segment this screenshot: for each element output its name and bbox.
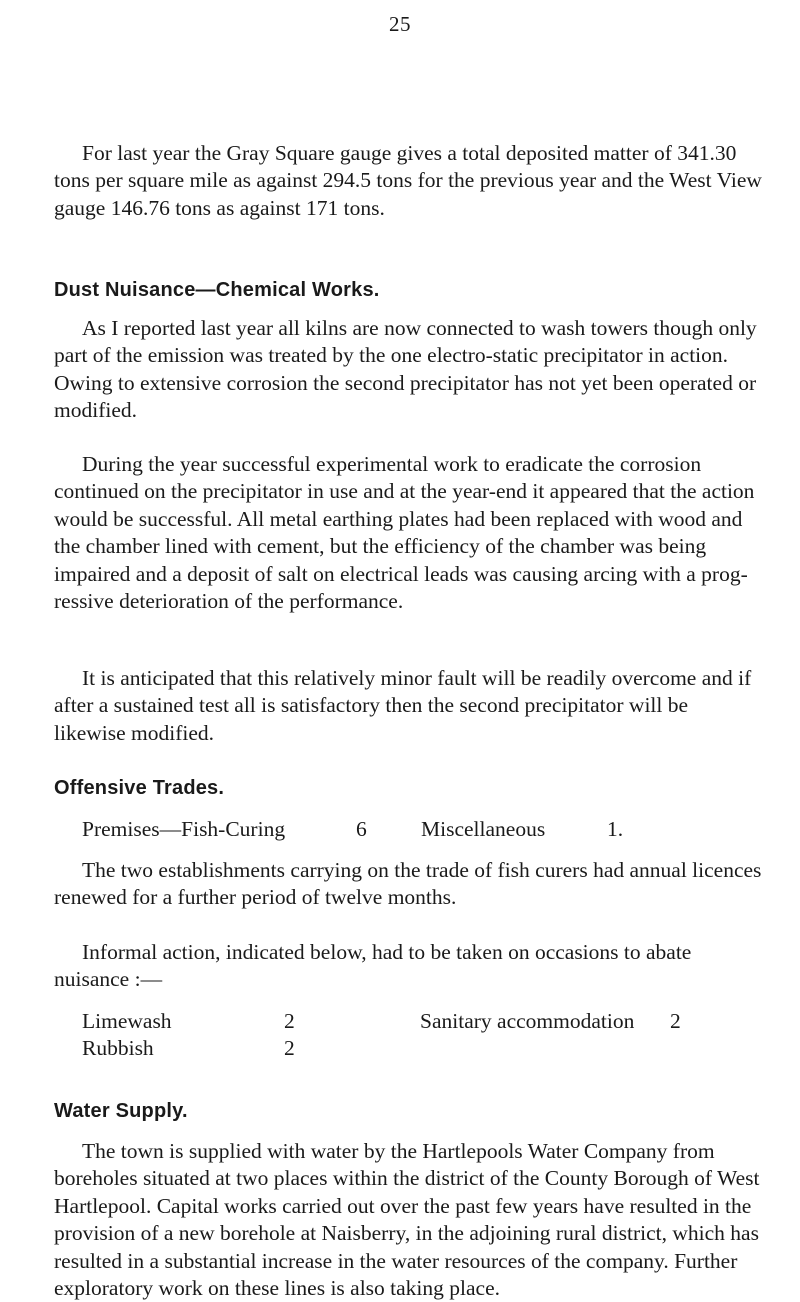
action-sanitary-label: Sanitary accommodation (420, 1009, 635, 1033)
action-sanitary-count: 2 (670, 1009, 681, 1033)
offensive-paragraph-2-block (54, 939, 762, 994)
dust-paragraph-3: It is anticipated that this relatively minor fault will be readily overcome and if after a sustained test all is satisfactory then the second precipitator will be likewise modified. (54, 666, 752, 745)
water-paragraph-block (54, 1138, 762, 1302)
offensive-paragraph-1: The two establishments carrying on the trade of fish curers had annual licences renewed for a further period of twelve months. (54, 858, 762, 910)
section-heading-dust-nuisance: Dust Nuisance—Chemical Works. (54, 279, 380, 301)
premises-fish-curing-label: Premises—Fish-Curing (82, 817, 286, 841)
action-rubbish-count: 2 (284, 1036, 295, 1060)
dust-paragraph-3-block (54, 665, 762, 747)
gauge-paragraph: For last year the Gray Square gauge gives a total deposited matter of 341.30 tons per square mile as against 294.5 tons for the previous year and the West View gauge 146.76 tons as against 171 tons. (54, 141, 762, 220)
action-rubbish-label: Rubbish (82, 1036, 154, 1060)
offensive-heading-block (54, 775, 762, 802)
premises-miscellaneous-count: 1. (607, 817, 624, 841)
dust-paragraph-1: As I reported last year all kilns are now connected to wash towers though only part of the emission was treated by the one electro-static precipitator in action. Owing to extensive corrosion the second precipitator has not yet been operated or modified. (54, 316, 757, 423)
page-number: 25 (389, 12, 411, 36)
dust-paragraph-2-block (54, 451, 762, 615)
water-paragraph: The town is supplied with water by the Hartlepools Water Company from boreholes situated at two places within the district of the County Borough of West Hartlepool. Capital works carried out over the past few years have resulted in the provision of a new borehole at Naisberry, in the adjoining rural district, which has resulted in a substantial increase in the water resources of the company. Further exploratory work on these lines is also taking place. (54, 1139, 760, 1301)
section-heading-water-supply: Water Supply. (54, 1100, 188, 1122)
premises-miscellaneous-label: Miscellaneous (421, 817, 546, 841)
offensive-paragraph-2: Informal action, indicated below, had to be taken on occasions to abate nuisance :— (54, 940, 692, 992)
action-limewash-count: 2 (284, 1009, 295, 1033)
water-heading-block (54, 1098, 762, 1125)
offensive-paragraph-1-block (54, 857, 762, 912)
action-limewash-label: Limewash (82, 1009, 172, 1033)
dust-paragraph-1-block (54, 315, 762, 425)
premises-fish-curing-count: 6 (356, 817, 367, 841)
gauge-paragraph-block (54, 140, 762, 222)
dust-heading-block (54, 277, 762, 304)
dust-paragraph-2: During the year successful experimental work to eradicate the corrosion continued on the precipitator in use and at the year-end it appeared that the action would be successful. All metal earthing plates had been replaced with wood and the chamber lined with cement, but the efficiency of the chamber was being impaired and a deposit of salt on electrical leads was causing arcing with a prog- ressive deterioration of the performance. (54, 452, 755, 614)
section-heading-offensive-trades: Offensive Trades. (54, 777, 225, 799)
